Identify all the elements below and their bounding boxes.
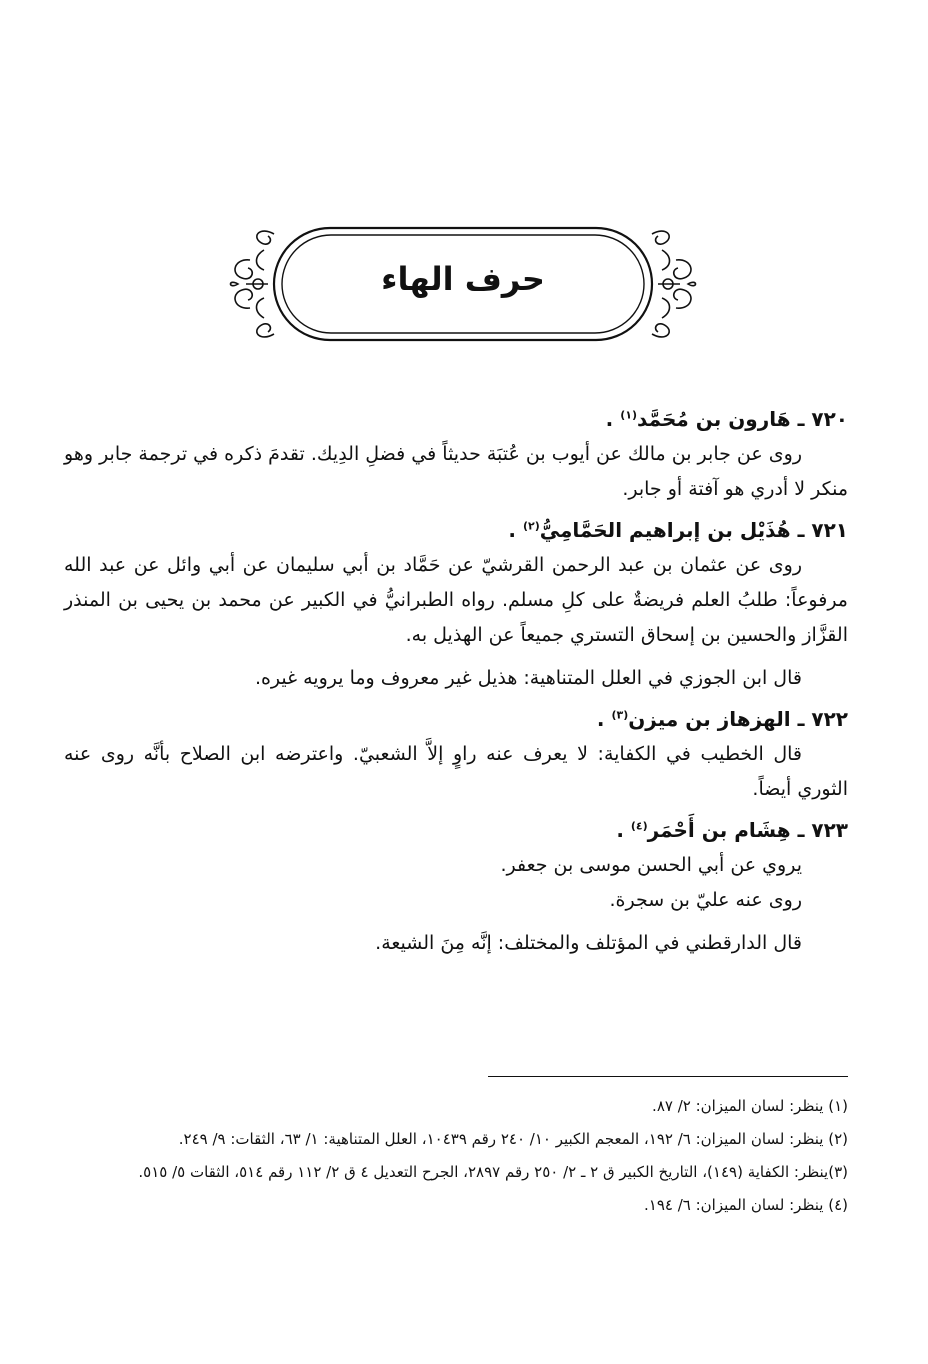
entry-paragraph: قال الدارقطني في المؤتلف والمختلف: إنَّه مِنَ الشيعة. — [375, 932, 802, 954]
footnote-ref: (٤) — [630, 819, 648, 833]
entry-heading — [64, 702, 848, 737]
entry-title: ٧٢١ ـ هُذَيْل بن إبراهيم الحَمَّامِيُّ — [539, 518, 848, 542]
entry-heading — [64, 813, 848, 848]
entry-paragraph: روى عن جابر بن مالك عن أيوب بن عُتبَة حديثاً في فضلِ الدِيك. تقدمَ ذكره في ترجمة جابر وهو منكر لا أدري هو آفتة أو جابر. — [64, 443, 848, 500]
footnote-item: (٣)ينظر: الكفاية (١٤٩)، التاريخ الكبير ق ٢ ـ ٢/ ٢٥٠ رقم ٢٨٩٧، الجرح التعديل ٤ ق ٢/ ١١٢ رقم ٥١٤، الثقات ٥/ ٥١٥. — [138, 1163, 848, 1181]
chapter-banner — [224, 220, 702, 348]
entry-paragraph: قال ابن الجوزي في العلل المتناهية: هذيل غير معروف وما يرويه غيره. — [254, 667, 802, 689]
entry-end: . — [596, 707, 612, 731]
footnote-item: (٢) ينظر: لسان الميزان: ٦/ ١٩٢، المعجم الكبير ١٠/ ٢٤٠ رقم ١٠٤٣٩، العلل المتناهية: ١/ ٦٣، الثقات: ٩/ ٢٤٩. — [178, 1130, 848, 1148]
footnote-ref: (٣) — [611, 708, 629, 722]
footnote-item: (٤) ينظر: لسان الميزان: ٦/ ١٩٤. — [643, 1196, 848, 1214]
entry-paragraph: روى عن عثمان بن عبد الرحمن القرشيّ عن حَمَّاد بن أبي سليمان عن أبي وائل عن عبد الله مرفوعاً: طلبُ العلم فريضةٌ على كلِ مسلم. رواه الطبرانيُّ في الكبير عن محمد بن يحيى بن المنذر القزَّاز والحسين بن إسحاق التستري جميعاً عن الهذيل به. — [64, 554, 848, 646]
footnote-ref: (١) — [620, 408, 638, 422]
footnotes — [64, 1092, 848, 1224]
entry-720 — [64, 402, 848, 507]
entry-end: . — [616, 818, 631, 842]
main-text — [64, 402, 848, 961]
entry-paragraph: روى عنه عليّ بن سجرة. — [609, 889, 802, 911]
entry-end: . — [605, 407, 621, 431]
entry-722 — [64, 702, 848, 807]
footnote-divider — [488, 1076, 848, 1077]
entry-end: . — [508, 518, 523, 542]
entry-title: ٧٢٠ ـ هَارون بن مُحَمَّد — [637, 407, 848, 431]
entry-721 — [64, 513, 848, 696]
entry-heading — [64, 402, 848, 437]
entry-title: ٧٢٣ ـ هِشَام بن أَحْمَر — [647, 818, 848, 842]
entry-723 — [64, 813, 848, 961]
chapter-title: حرف الهاء — [381, 260, 545, 298]
entry-paragraph: قال الخطيب في الكفاية: لا يعرف عنه راوٍ إلاَّ الشعبيّ. واعترضه ابن الصلاح بأنَّه روى عنه الثوري أيضاً. — [64, 743, 848, 800]
footnote-item: (١) ينظر: لسان الميزان: ٢/ ٨٧. — [652, 1097, 848, 1115]
entry-paragraph: يروي عن أبي الحسن موسى بن جعفر. — [500, 854, 802, 876]
entry-heading — [64, 513, 848, 548]
footnote-ref: (٢) — [522, 519, 540, 533]
entry-title: ٧٢٢ ـ الهزهاز بن ميزن — [628, 707, 848, 731]
